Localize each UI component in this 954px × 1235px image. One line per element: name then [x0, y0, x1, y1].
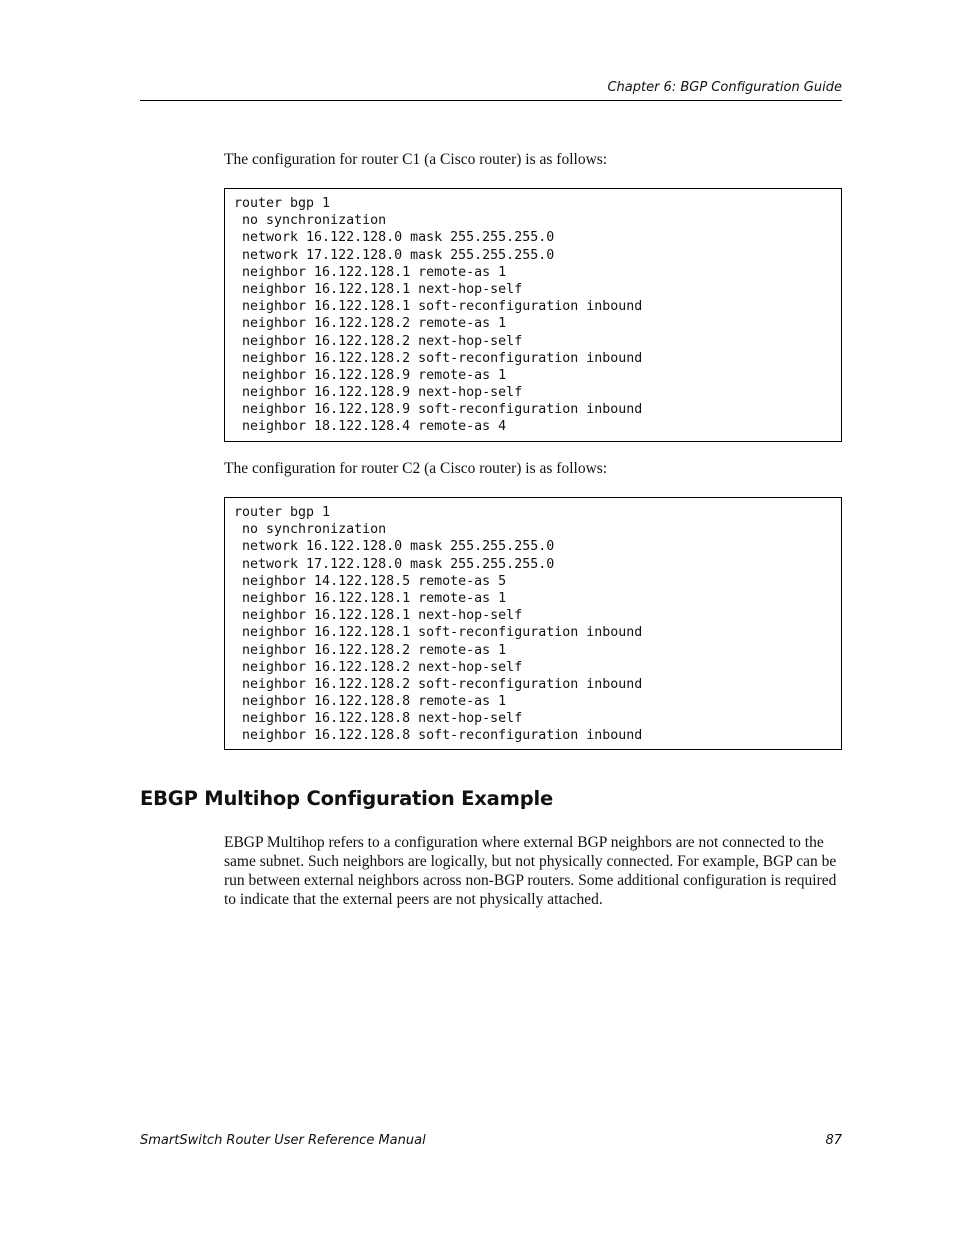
code-line: neighbor 16.122.128.9 remote-as 1	[234, 367, 507, 383]
section-paragraph: EBGP Multihop refers to a configuration where external BGP neighbors are not connected to the same subnet. Such neighbors are logically, but not physically connected. For example, BGP can be run between external neighbors across non-BGP routers. Some additional configuration is required to indicate that the external peers are not physically attached.	[224, 834, 837, 908]
code-line: neighbor 16.122.128.1 remote-as 1	[234, 590, 507, 606]
code-line: neighbor 16.122.128.8 next-hop-self	[234, 711, 523, 727]
header-rule	[140, 100, 842, 101]
code-line: neighbor 16.122.128.2 next-hop-self	[234, 333, 523, 349]
code-line: neighbor 16.122.128.2 remote-as 1	[234, 316, 507, 332]
code-line: network 16.122.128.0 mask 255.255.255.0	[234, 539, 555, 555]
footer-page-number: 87	[825, 1133, 842, 1148]
code-line: neighbor 16.122.128.2 remote-as 1	[234, 642, 507, 658]
code-line: network 16.122.128.0 mask 255.255.255.0	[234, 230, 555, 246]
code-block-router-c2	[224, 497, 842, 750]
intro-router-c2: The configuration for router C2 (a Cisco router) is as follows:	[224, 460, 608, 477]
code-line: router bgp 1	[234, 196, 331, 211]
code-line: router bgp 1	[234, 505, 331, 520]
code-line: neighbor 16.122.128.9 soft-reconfiguration inbound	[234, 402, 643, 418]
code-line: neighbor 18.122.128.4 remote-as 4	[234, 419, 507, 435]
code-line: neighbor 16.122.128.1 next-hop-self	[234, 281, 523, 297]
code-block-router-c1	[224, 188, 842, 442]
code-line: neighbor 16.122.128.2 soft-reconfiguration inbound	[234, 350, 643, 366]
footer-manual-title: SmartSwitch Router User Reference Manual	[140, 1133, 426, 1148]
code-lines-router-c1	[234, 195, 642, 436]
code-line: neighbor 16.122.128.1 next-hop-self	[234, 608, 523, 624]
code-line: neighbor 16.122.128.9 next-hop-self	[234, 385, 523, 401]
code-line: no synchronization	[234, 522, 387, 538]
code-line: neighbor 16.122.128.8 soft-reconfiguration inbound	[234, 728, 643, 744]
code-line: network 17.122.128.0 mask 255.255.255.0	[234, 247, 555, 263]
code-lines-router-c2	[234, 504, 642, 745]
code-line: neighbor 16.122.128.2 soft-reconfiguration inbound	[234, 676, 643, 692]
code-line: neighbor 14.122.128.5 remote-as 5	[234, 573, 507, 589]
code-line: neighbor 16.122.128.2 next-hop-self	[234, 659, 523, 675]
code-line: no synchronization	[234, 213, 387, 229]
code-line: neighbor 16.122.128.8 remote-as 1	[234, 694, 507, 710]
intro-router-c1: The configuration for router C1 (a Cisco router) is as follows:	[224, 151, 608, 168]
code-line: neighbor 16.122.128.1 remote-as 1	[234, 264, 507, 280]
section-title: EBGP Multihop Configuration Example	[140, 787, 553, 810]
running-header: Chapter 6: BGP Configuration Guide	[607, 80, 842, 95]
code-line: neighbor 16.122.128.1 soft-reconfiguration inbound	[234, 625, 643, 641]
code-line: network 17.122.128.0 mask 255.255.255.0	[234, 556, 555, 572]
code-line: neighbor 16.122.128.1 soft-reconfiguration inbound	[234, 299, 643, 315]
